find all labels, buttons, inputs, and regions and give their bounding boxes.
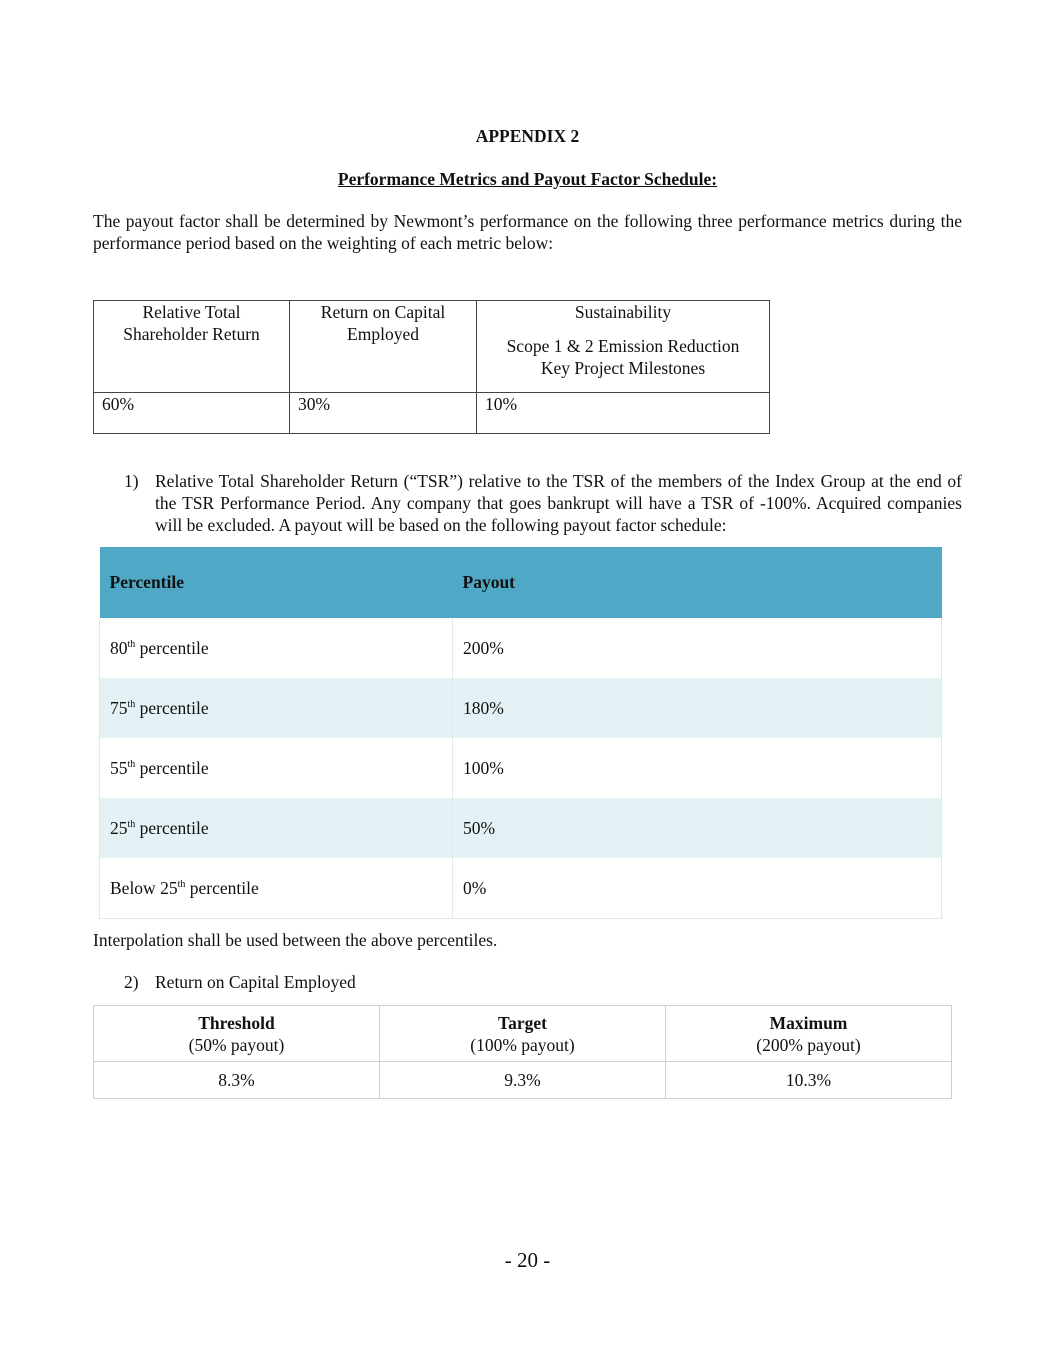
list-text: Return on Capital Employed xyxy=(155,972,356,992)
sub-line: Key Project Milestones xyxy=(540,358,706,378)
maximum-value: 10.3% xyxy=(666,1062,952,1099)
payout-cell: 100% xyxy=(453,738,942,798)
pct-suffix: percentile xyxy=(135,637,209,658)
list-number: 2) xyxy=(124,972,139,992)
pct: 80 xyxy=(110,637,128,658)
pct-suffix: percentile xyxy=(135,697,209,718)
header-line: Shareholder Return xyxy=(123,324,260,344)
header-line: Employed xyxy=(347,324,419,344)
list-item-tsr xyxy=(124,470,962,536)
intro-paragraph: The payout factor shall be determined by Newmont’s performance on the following three performance metrics during the performance period based on the weighting of each metric below: xyxy=(93,211,962,253)
ordinal: th xyxy=(127,698,136,710)
table-row xyxy=(94,1062,952,1099)
payout-cell: 50% xyxy=(453,798,942,858)
ordinal: th xyxy=(127,818,136,830)
percentile-cell xyxy=(100,678,453,738)
header-sub: (100% payout) xyxy=(470,1034,575,1055)
header-target xyxy=(380,1006,666,1062)
sustainability-sub xyxy=(485,335,761,379)
pct: 55 xyxy=(110,757,128,778)
pct: 25 xyxy=(110,817,128,838)
table-row xyxy=(100,618,942,678)
pct-suffix: percentile xyxy=(135,817,209,838)
header-label: Threshold xyxy=(198,1012,275,1033)
table-row xyxy=(100,858,942,919)
payout-cell: 180% xyxy=(453,678,942,738)
tsr-payout-table xyxy=(99,547,942,919)
table-header-row xyxy=(94,1006,952,1062)
header-line: Return on Capital xyxy=(320,302,446,322)
header-cell-tsr xyxy=(94,301,290,393)
header-line: Relative Total xyxy=(142,302,241,322)
pct: 75 xyxy=(110,697,128,718)
header-maximum xyxy=(666,1006,952,1062)
percentile-cell xyxy=(100,858,453,919)
list-number: 1) xyxy=(124,471,139,491)
roce-table xyxy=(93,1005,952,1099)
weight-sustainability: 10% xyxy=(477,393,770,434)
page-number: - 20 - xyxy=(504,1248,551,1272)
header-sub: (200% payout) xyxy=(756,1034,861,1055)
threshold-value: 8.3% xyxy=(94,1062,380,1099)
header-payout: Payout xyxy=(453,547,942,618)
target-value: 9.3% xyxy=(380,1062,666,1099)
percentile-cell xyxy=(100,798,453,858)
payout-cell: 200% xyxy=(453,618,942,678)
header-cell-roce xyxy=(290,301,477,393)
appendix-title: APPENDIX 2 xyxy=(475,126,580,146)
payout-cell: 0% xyxy=(453,858,942,919)
metric-weights-table xyxy=(93,300,770,434)
pct-suffix: percentile xyxy=(185,877,259,898)
header-percentile: Percentile xyxy=(100,547,453,618)
list-text: Relative Total Shareholder Return (“TSR”) relative to the TSR of the members of the Index Group at the end of the TSR Performance Period. Any company that goes bankrupt will have a TSR of -100%. Acquired companies will be excluded. A payout will be based on the following payout factor schedule: xyxy=(155,471,962,535)
header-line: Sustainability xyxy=(574,302,672,322)
weight-tsr: 60% xyxy=(94,393,290,434)
table-row xyxy=(94,393,770,434)
sub-line: Scope 1 & 2 Emission Reduction xyxy=(506,336,740,356)
table-row xyxy=(100,798,942,858)
header-label: Target xyxy=(498,1012,547,1033)
list-item-roce xyxy=(124,972,356,993)
pct-suffix: percentile xyxy=(135,757,209,778)
header-label: Maximum xyxy=(769,1012,848,1033)
percentile-cell xyxy=(100,738,453,798)
table-row xyxy=(100,678,942,738)
weight-roce: 30% xyxy=(290,393,477,434)
ordinal: th xyxy=(127,758,136,770)
table-header-row xyxy=(100,547,942,618)
percentile-cell xyxy=(100,618,453,678)
pct: Below 25 xyxy=(110,877,178,898)
table-header-row xyxy=(94,301,770,393)
interpolation-note: Interpolation shall be used between the above percentiles. xyxy=(93,930,498,950)
header-sub: (50% payout) xyxy=(188,1034,285,1055)
ordinal: th xyxy=(127,638,136,650)
ordinal: th xyxy=(177,878,186,890)
table-row xyxy=(100,738,942,798)
section-subtitle: Performance Metrics and Payout Factor Schedule: xyxy=(337,169,718,189)
header-threshold xyxy=(94,1006,380,1062)
header-cell-sustainability xyxy=(477,301,770,393)
